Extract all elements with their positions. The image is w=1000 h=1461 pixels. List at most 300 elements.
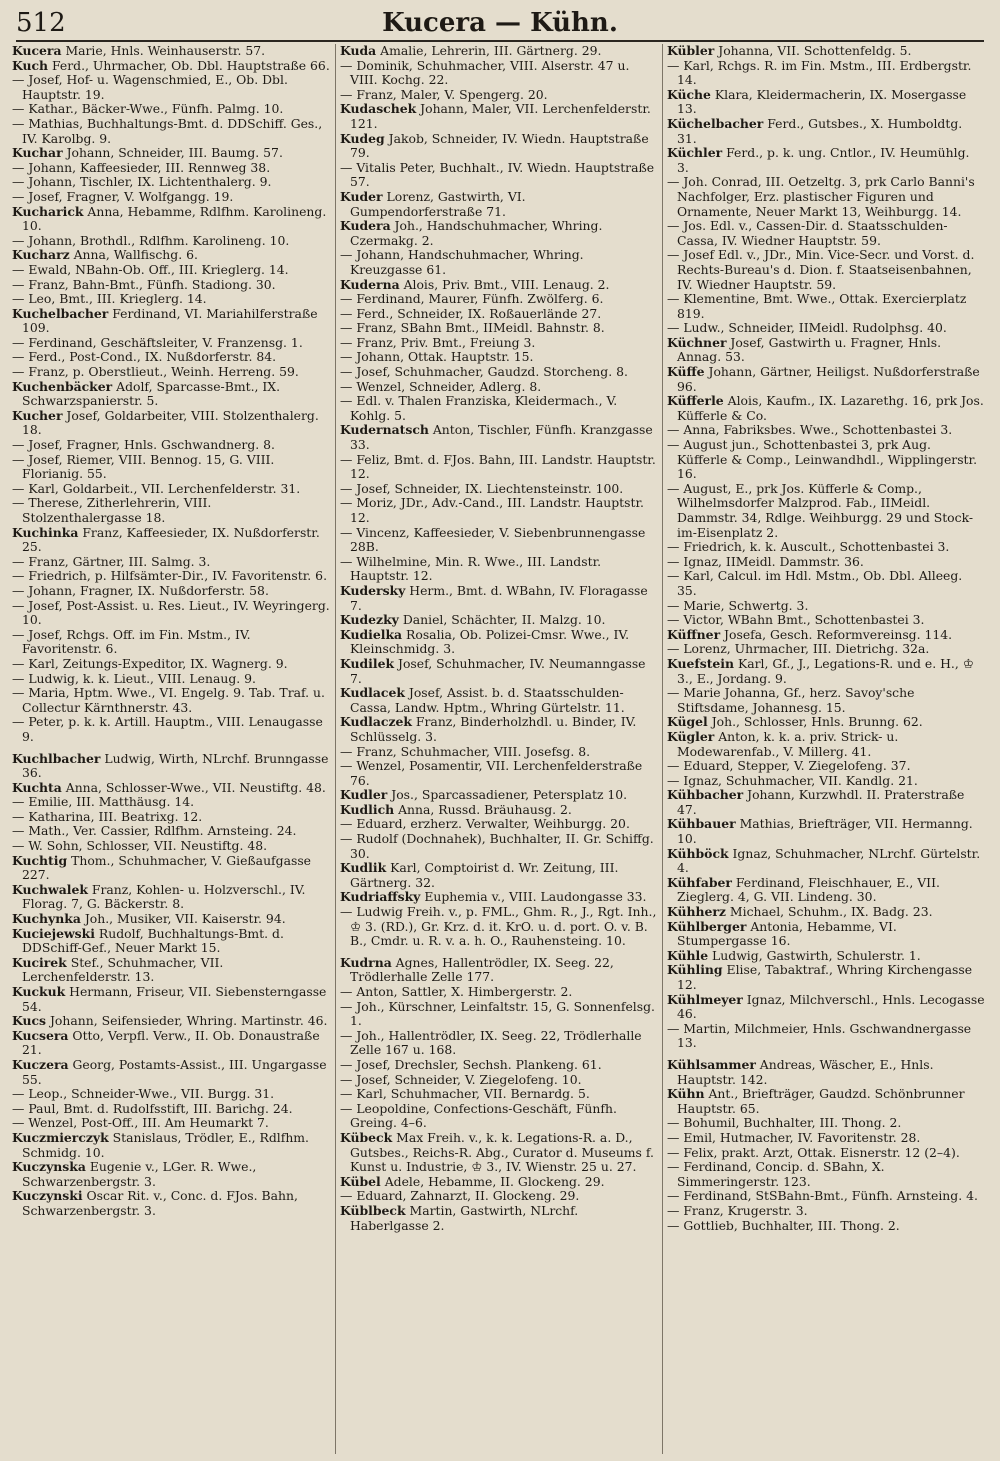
directory-entry xyxy=(667,759,985,774)
directory-entry xyxy=(12,854,331,883)
entry-surname: Kuderna xyxy=(340,276,400,292)
entry-surname: Kuczera xyxy=(12,1056,69,1072)
entry-details: Stanislaus, Trödler, E., Rdlfhm. Schmidg. 10. xyxy=(22,1129,309,1160)
directory-entry xyxy=(667,642,985,657)
directory-entry xyxy=(667,438,985,482)
entry-details: Franz, Kohlen- u. Holzverschl., IV. Florag. 7, G. Bäckerstr. 8. xyxy=(22,881,306,912)
directory-entry xyxy=(340,292,658,307)
directory-entry xyxy=(12,555,331,570)
directory-entry xyxy=(667,59,985,88)
running-title: Kucera — Kühn. xyxy=(382,8,618,38)
entry-details: — Ferdinand, Maurer, Fünfh. Zwölferg. 6. xyxy=(340,291,604,307)
directory-entry xyxy=(667,963,985,992)
entry-details: Anton, k. k. a. priv. Strick- u. Modewarenfab., V. Millerg. 41. xyxy=(677,728,899,759)
directory-entry xyxy=(667,219,985,248)
entry-details: — Joh., Hallentrödler, IX. Seeg. 22, Trödlerhalle Zelle 167 u. 168. xyxy=(340,1027,642,1058)
entry-details: Joh., Handschuhmacher, Whring. Czermakg. 2. xyxy=(350,218,603,248)
directory-entry xyxy=(667,1189,985,1204)
entry-surname: Küfferle xyxy=(667,393,724,409)
columns xyxy=(8,44,992,1454)
entry-details: — Franz, Priv. Bmt., Freiung 3. xyxy=(340,334,536,350)
directory-entry xyxy=(12,365,331,380)
directory-entry xyxy=(667,1204,985,1219)
entry-details: Stef., Schuhmacher, VII. Lerchenfelderstr. 13. xyxy=(22,954,224,985)
entry-details: — Anton, Sattler, X. Himbergerstr. 2. xyxy=(340,984,573,999)
directory-entry xyxy=(667,730,985,759)
directory-entry xyxy=(340,336,658,351)
directory-entry xyxy=(12,795,331,810)
entry-surname: Kucs xyxy=(12,1013,47,1029)
entry-details: — Ludwig Freih. v., p. FML., Ghm. R., J., Rgt. Inh., ♔ 3. (RD.), Gr. Krz. d. it. KrO. u. d. port. O. v. B. B., Cmdr. u. R. v. a. h. O., Rauhensteing. 10. xyxy=(340,904,657,949)
directory-entry xyxy=(340,219,658,248)
entry-details: Martin, Gastwirth, NLrchf. Haberlgasse 2. xyxy=(350,1202,579,1233)
directory-entry xyxy=(667,292,985,321)
entry-details: — Felix, prakt. Arzt, Ottak. Eisnerstr. 12 (2–4). xyxy=(667,1144,960,1160)
entry-details: Lorenz, Gastwirth, VI. Gumpendorferstraße 71. xyxy=(350,188,526,219)
entry-details: Euphemia v., VIII. Laudongasse 33. xyxy=(420,889,647,905)
entry-details: — Klementine, Bmt. Wwe., Ottak. Exercierplatz 819. xyxy=(667,291,967,321)
entry-details: Agnes, Hallentrödler, IX. Seeg. 22, Trödlerhalle Zelle 177. xyxy=(350,954,614,985)
directory-entry xyxy=(667,599,985,614)
entry-details: — Maria, Hptm. Wwe., VI. Engelg. 9. Tab. Traf. u. Collectur Kärnthnerstr. 43. xyxy=(12,685,325,715)
directory-entry xyxy=(667,613,985,628)
entry-details: — Ludwig, k. k. Lieut., VIII. Lenaug. 9. xyxy=(12,670,256,686)
entry-details: — Karl, Calcul. im Hdl. Mstm., Ob. Dbl. Alleeg. 35. xyxy=(667,568,963,598)
directory-entry xyxy=(340,1131,658,1175)
directory-entry xyxy=(340,394,658,423)
entry-details: — Johann, Tischler, IX. Lichtenthalerg. 9. xyxy=(12,174,272,190)
entry-details: Johanna, VII. Schottenfeldg. 5. xyxy=(714,44,912,58)
entry-surname: Kühlmeyer xyxy=(667,991,743,1007)
entry-details: Johann, Gärtner, Heiligst. Nußdorferstraße 96. xyxy=(677,364,980,394)
entry-surname: Kuckuk xyxy=(12,984,66,999)
entry-details: Johann, Kurzwhdl. II. Praterstraße 47. xyxy=(677,787,965,817)
entry-details: — Josef, Fragner, V. Wolfgangg. 19. xyxy=(12,188,234,204)
directory-entry xyxy=(12,824,331,839)
directory-entry xyxy=(667,1058,985,1087)
entry-surname: Küchelbacher xyxy=(667,115,764,131)
directory-entry xyxy=(340,161,658,190)
entry-details: — Ewald, NBahn-Ob. Off., III. Krieglerg. 14. xyxy=(12,261,289,277)
entry-details: — Edl. v. Thalen Franziska, Kleidermach., V. Kohlg. 5. xyxy=(340,393,618,423)
entry-surname: Kübel xyxy=(340,1173,381,1189)
entry-details: — Franz, SBahn Bmt., IIMeidl. Bahnstr. 8. xyxy=(340,320,605,336)
directory-entry xyxy=(12,336,331,351)
directory-entry xyxy=(340,861,658,890)
directory-entry xyxy=(340,1189,658,1204)
entry-surname: Kuefstein xyxy=(667,655,735,671)
entry-details: Ludwig, Gastwirth, Schulerstr. 1. xyxy=(708,947,921,963)
entry-surname: Kuchynka xyxy=(12,911,81,927)
directory-entry xyxy=(12,985,331,1014)
entry-surname: Kudilek xyxy=(340,655,395,671)
entry-details: — Vincenz, Kaffeesieder, V. Siebenbrunnengasse 28B. xyxy=(340,524,646,555)
directory-entry xyxy=(667,248,985,292)
entry-details: Anna, Russd. Bräuhausg. 2. xyxy=(394,801,572,817)
entry-surname: Küche xyxy=(667,86,711,102)
entry-surname: Küffner xyxy=(667,626,721,642)
directory-entry xyxy=(667,555,985,570)
entry-details: — Johann, Fragner, IX. Nußdorferstr. 58. xyxy=(12,582,269,598)
directory-entry xyxy=(12,44,331,59)
entry-details: Adolf, Sparcasse-Bmt., IX. Schwarzspanierstr. 5. xyxy=(22,378,281,409)
directory-entry xyxy=(340,985,658,1000)
entry-surname: Kucsera xyxy=(12,1027,69,1043)
entry-details: — Franz, Krugerstr. 3. xyxy=(667,1202,808,1218)
page-number: 512 xyxy=(16,8,66,38)
entry-details: Antonia, Hebamme, VI. Stumpergasse 16. xyxy=(677,918,897,949)
directory-entry xyxy=(667,1087,985,1116)
directory-entry xyxy=(340,555,658,584)
entry-surname: Kucharick xyxy=(12,203,84,219)
directory-entry xyxy=(667,321,985,336)
directory-entry xyxy=(12,883,331,912)
entry-details: Elise, Tabaktraf., Whring Kirchengasse 12. xyxy=(677,962,973,992)
directory-entry xyxy=(12,628,331,657)
entry-details: — Emil, Hutmacher, IV. Favoritenstr. 28. xyxy=(667,1129,921,1145)
entry-details: — Peter, p. k. k. Artill. Hauptm., VIII. Lenaugasse 9. xyxy=(12,714,323,744)
entry-details: — Karl, Rchgs. R. im Fin. Mstm., III. Erdbergstr. 14. xyxy=(667,57,972,88)
entry-details: Otto, Verpfl. Verw., II. Ob. Donaustraße 21. xyxy=(22,1027,320,1058)
entry-surname: Kucharz xyxy=(12,247,70,263)
entry-surname: Kühherz xyxy=(667,904,726,920)
entry-details: Andreas, Wäscher, E., Hnls. Hauptstr. 142. xyxy=(677,1056,934,1087)
directory-entry xyxy=(12,146,331,161)
entry-details: Ferd., Uhrmacher, Ob. Dbl. Hauptstraße 66. xyxy=(48,57,330,73)
directory-entry xyxy=(667,774,985,789)
entry-details: — Josef, Drechsler, Sechsh. Plankeng. 61. xyxy=(340,1056,602,1072)
directory-entry xyxy=(340,365,658,380)
entry-details: Ignaz, Schuhmacher, NLrchf. Gürtelstr. 4. xyxy=(677,845,981,876)
directory-entry xyxy=(340,1102,658,1131)
entry-details: — Franz, Schuhmacher, VIII. Josefsg. 8. xyxy=(340,743,591,759)
directory-entry xyxy=(12,175,331,190)
entry-details: Ant., Briefträger, Gaudzd. Schönbrunner Hauptstr. 65. xyxy=(677,1086,965,1116)
directory-entry xyxy=(667,817,985,846)
directory-entry xyxy=(12,482,331,497)
entry-surname: Kübler xyxy=(667,44,715,58)
entry-surname: Kudlacek xyxy=(340,685,405,701)
entry-details: — Paul, Bmt. d. Rudolfsstift, III. Barichg. 24. xyxy=(12,1100,293,1116)
directory-entry xyxy=(340,613,658,628)
directory-entry xyxy=(667,44,985,59)
entry-surname: Kühlberger xyxy=(667,918,747,934)
entry-details: Klara, Kleidermacherin, IX. Mosergasse 13. xyxy=(677,86,967,117)
directory-entry xyxy=(12,438,331,453)
entry-details: Herm., Bmt. d. WBahn, IV. Floragasse 7. xyxy=(350,582,648,613)
directory-entry xyxy=(340,350,658,365)
directory-entry xyxy=(12,1116,331,1131)
directory-entry xyxy=(12,380,331,409)
entry-details: Ferdinand, VI. Mariahilferstraße 109. xyxy=(22,305,318,336)
entry-surname: Kuczynski xyxy=(12,1188,83,1204)
entry-details: Josefa, Gesch. Reformvereinsg. 114. xyxy=(720,626,953,642)
entry-details: Karl, Comptoirist d. Wr. Zeitung, III. Gärtnerg. 32. xyxy=(350,860,619,890)
directory-entry xyxy=(667,847,985,876)
entry-details: Karl, Gf., J., Legations-R. und e. H., ♔ 3., E., Jordang. 9. xyxy=(677,655,974,686)
directory-entry xyxy=(667,569,985,598)
entry-details: Adele, Hebamme, II. Glockeng. 29. xyxy=(380,1173,605,1189)
directory-entry xyxy=(340,745,658,760)
entry-details: — Eduard, Stepper, V. Ziegelofeng. 37. xyxy=(667,758,911,774)
entry-surname: Küffe xyxy=(667,364,705,380)
entry-details: — Anna, Fabriksbes. Wwe., Schottenbastei 3. xyxy=(667,422,953,438)
entry-details: — Leop., Schneider-Wwe., VII. Burgg. 31. xyxy=(12,1086,275,1102)
entry-surname: Kügler xyxy=(667,728,715,744)
entry-surname: Kühböck xyxy=(667,845,729,861)
directory-entry xyxy=(340,584,658,613)
directory-entry xyxy=(12,1029,331,1058)
entry-surname: Kuchtig xyxy=(12,852,68,868)
directory-entry xyxy=(340,1073,658,1088)
entry-surname: Kuder xyxy=(340,188,383,204)
entry-details: Amalie, Lehrerin, III. Gärtnerg. 29. xyxy=(376,44,602,58)
entry-details: Hermann, Friseur, VII. Siebensterngasse 54. xyxy=(22,984,327,1014)
directory-entry xyxy=(340,88,658,103)
directory-entry xyxy=(667,1022,985,1051)
entry-surname: Kügel xyxy=(667,714,708,730)
entry-details: — Feliz, Bmt. d. FJos. Bahn, III. Landstr. Hauptstr. 12. xyxy=(340,451,656,482)
entry-details: Jos., Sparcassadiener, Petersplatz 10. xyxy=(387,787,628,803)
directory-entry xyxy=(667,146,985,175)
directory-entry xyxy=(12,1189,331,1218)
entry-details: — W. Sohn, Schlosser, VII. Neustiftg. 48. xyxy=(12,838,268,854)
entry-surname: Kühle xyxy=(667,947,709,963)
entry-surname: Kühfaber xyxy=(667,874,732,890)
entry-details: — Emilie, III. Matthäusg. 14. xyxy=(12,794,195,810)
directory-entry xyxy=(340,1058,658,1073)
entry-details: — Eduard, erzherz. Verwalter, Weihburgg. 20. xyxy=(340,816,630,832)
entry-details: — Leo, Bmt., III. Krieglerg. 14. xyxy=(12,291,207,307)
column-2 xyxy=(335,44,662,1454)
directory-entry xyxy=(12,752,331,781)
entry-details: Franz, Binderholzhdl. u. Binder, IV. Schlüsselg. 3. xyxy=(350,714,637,744)
entry-details: — Ferdinand, Geschäftsleiter, V. Franzensg. 1. xyxy=(12,334,303,350)
entry-details: Josef, Assist. b. d. Staatsschulden-Cassa, Landw. Hptm., Whring Gürtelstr. 11. xyxy=(350,685,625,715)
entry-details: Michael, Schuhm., IX. Badg. 23. xyxy=(725,904,933,920)
entry-details: — August, E., prk Jos. Küfferle & Comp., Wilhelmsdorfer Malzprod. Fab., IIMeidl. Dammstr. 34, Rdlge. Weihburgg. 29 und Stock-im-Eisenplatz 2. xyxy=(667,480,974,540)
directory-entry xyxy=(667,949,985,964)
entry-surname: Kuchinka xyxy=(12,524,79,540)
entry-details: — Martin, Milchmeier, Hnls. Gschwandnergasse 13. xyxy=(667,1020,972,1051)
entry-details: — Franz, Maler, V. Spengerg. 20. xyxy=(340,86,548,102)
entry-details: — Leopoldine, Confections-Geschäft, Fünfh. Greing. 4–6. xyxy=(340,1100,617,1131)
entry-surname: Kudeg xyxy=(340,130,385,146)
entry-surname: Kühn xyxy=(667,1086,705,1102)
entry-surname: Kühling xyxy=(667,962,723,978)
entry-details: — Wilhelmine, Min. R. Wwe., III. Landstr. Hauptstr. 12. xyxy=(340,553,602,584)
entry-surname: Kucera xyxy=(12,44,62,58)
directory-entry xyxy=(12,350,331,365)
entry-surname: Kühlsammer xyxy=(667,1056,756,1072)
entry-surname: Kucirek xyxy=(12,954,67,970)
directory-entry xyxy=(12,190,331,205)
directory-entry xyxy=(667,1219,985,1234)
directory-entry xyxy=(12,810,331,825)
directory-entry xyxy=(667,1146,985,1161)
directory-entry xyxy=(667,628,985,643)
entry-details: Ignaz, Milchverschl., Hnls. Lecogasse 46. xyxy=(677,991,985,1022)
entry-surname: Kühbacher xyxy=(667,787,744,803)
entry-details: — Bohumil, Buchhalter, III. Thong. 2. xyxy=(667,1115,902,1131)
directory-entry xyxy=(667,657,985,686)
directory-entry xyxy=(667,423,985,438)
entry-details: — Johann, Handschuhmacher, Whring. Kreuzgasse 61. xyxy=(340,247,584,277)
directory-entry xyxy=(340,321,658,336)
entry-surname: Kudlik xyxy=(340,860,387,876)
entry-surname: Kudlaczek xyxy=(340,714,412,730)
directory-entry xyxy=(12,453,331,482)
entry-details: Josef, Gastwirth u. Fragner, Hnls. Annag. 53. xyxy=(677,334,942,365)
directory-entry xyxy=(340,905,658,949)
directory-entry xyxy=(12,59,331,74)
entry-surname: Kudersky xyxy=(340,582,406,598)
entry-details: — Victor, WBahn Bmt., Schottenbastei 3. xyxy=(667,612,925,628)
entry-details: — Ludw., Schneider, IIMeidl. Rudolphsg. 40. xyxy=(667,320,947,336)
entry-details: Anna, Schlosser-Wwe., VII. Neustiftg. 48. xyxy=(61,779,326,795)
directory-entry xyxy=(12,496,331,525)
directory-entry xyxy=(12,263,331,278)
directory-entry xyxy=(12,1131,331,1160)
entry-details: — Wenzel, Schneider, Adlerg. 8. xyxy=(340,378,542,394)
directory-entry xyxy=(667,1116,985,1131)
directory-entry xyxy=(12,1087,331,1102)
directory-entry xyxy=(12,248,331,263)
entry-details: Rudolf, Buchhaltungs-Bmt. d. DDSchiff-Gef., Neuer Markt 15. xyxy=(22,925,284,956)
entry-details: — Ferdinand, Concip. d. SBahn, X. Simmeringerstr. 123. xyxy=(667,1159,885,1189)
entry-details: — Josef, Schneider, IX. Liechtensteinstr. 100. xyxy=(340,480,624,496)
directory-entry xyxy=(340,44,658,59)
entry-details: — Joh. Conrad, III. Oetzeltg. 3, prk Carlo Banni's Nachfolger, Erz. plastischer Figuren und Ornamente, Neuer Markt 13, Weihburgg. 14. xyxy=(667,174,975,219)
entry-details: Max Freih. v., k. k. Legations-R. a. D., Gutsbes., Reichs-R. Abg., Curator d. Museums f. Kunst u. Industrie, ♔ 3., IV. Wienstr. 25 u. 27. xyxy=(350,1129,654,1175)
entry-details: Oscar Rit. v., Conc. d. FJos. Bahn, Schwarzenbergstr. 3. xyxy=(22,1188,298,1218)
entry-details: — Ferdinand, StSBahn-Bmt., Fünfh. Arnsteing. 4. xyxy=(667,1188,978,1204)
entry-surname: Kuchar xyxy=(12,145,63,161)
directory-entry xyxy=(667,394,985,423)
entry-details: — Josef, Schneider, V. Ziegelofeng. 10. xyxy=(340,1071,582,1087)
entry-surname: Küchner xyxy=(667,334,727,350)
directory-entry xyxy=(340,248,658,277)
entry-surname: Kuczynska xyxy=(12,1159,86,1175)
entry-surname: Kuchlbacher xyxy=(12,750,101,766)
directory-entry xyxy=(340,817,658,832)
directory-entry xyxy=(340,686,658,715)
directory-entry xyxy=(12,569,331,584)
entry-details: — Karl, Schuhmacher, VII. Bernardg. 5. xyxy=(340,1086,590,1102)
directory-entry xyxy=(340,380,658,395)
directory-entry xyxy=(340,190,658,219)
page-header xyxy=(8,0,992,44)
directory-entry xyxy=(340,715,658,744)
directory-entry xyxy=(12,1058,331,1087)
directory-entry xyxy=(667,920,985,949)
entry-details: Johann, Schneider, III. Baumg. 57. xyxy=(62,145,283,161)
entry-details: Jakob, Schneider, IV. Wiedn. Hauptstraße 79. xyxy=(350,130,649,161)
directory-entry xyxy=(340,278,658,293)
entry-surname: Kuchta xyxy=(12,779,62,795)
entry-details: — Josef, Riemer, VIII. Bennog. 15, G. VIII. Florianig. 55. xyxy=(12,451,275,482)
directory-entry xyxy=(340,1087,658,1102)
directory-entry xyxy=(667,1131,985,1146)
directory-entry xyxy=(667,1160,985,1189)
entry-details: Thom., Schuhmacher, V. Gießaufgasse 227. xyxy=(22,852,312,883)
entry-details: — Lorenz, Uhrmacher, III. Dietrichg. 32a. xyxy=(667,641,930,657)
entry-surname: Kudera xyxy=(340,218,391,234)
entry-details: Anna, Hebamme, Rdlfhm. Karolineng. 10. xyxy=(22,203,327,234)
entry-details: Ferd., p. k. ung. Cntlor., IV. Heumühlg. 3. xyxy=(677,145,970,175)
entry-details: — Wenzel, Posamentir, VII. Lerchenfelderstraße 76. xyxy=(340,758,643,788)
entry-details: — Marie Johanna, Gf., herz. Savoy'sche Stiftsdame, Johannesg. 15. xyxy=(667,685,915,715)
directory-entry xyxy=(12,205,331,234)
directory-entry xyxy=(340,788,658,803)
entry-details: — Eduard, Zahnarzt, II. Glockeng. 29. xyxy=(340,1188,580,1204)
entry-details: — Josef, Post-Assist. u. Res. Lieut., IV. Weyringerg. 10. xyxy=(12,597,330,628)
entry-details: Rosalia, Ob. Polizei-Cmsr. Wwe., IV. Kleinschmidg. 3. xyxy=(350,626,630,657)
directory-entry xyxy=(340,1029,658,1058)
entry-details: — Josef Edl. v., JDr., Min. Vice-Secr. und Vorst. d. Rechts-Bureau's d. Dion. f. Staatseisenbahnen, IV. Wiedner Hauptstr. 59. xyxy=(667,247,975,292)
entry-surname: Kuczmierczyk xyxy=(12,1129,109,1145)
column-1 xyxy=(8,44,335,1454)
entry-details: — Josef, Fragner, Hnls. Gschwandnerg. 8. xyxy=(12,437,275,453)
column-3 xyxy=(662,44,989,1454)
entry-details: — Rudolf (Dochnahek), Buchhalter, II. Gr. Schiffg. 30. xyxy=(340,831,654,861)
directory-entry xyxy=(12,657,331,672)
entry-surname: Kuciejewski xyxy=(12,925,95,941)
directory-entry xyxy=(12,584,331,599)
directory-entry xyxy=(12,409,331,438)
directory-entry xyxy=(12,161,331,176)
entry-details: — Moriz, JDr., Adv.-Cand., III. Landstr. Hauptstr. 12. xyxy=(340,495,644,525)
entry-details: — Franz, Gärtner, III. Salmg. 3. xyxy=(12,553,211,569)
directory-entry xyxy=(340,1175,658,1190)
directory-entry xyxy=(667,876,985,905)
directory-entry xyxy=(12,599,331,628)
entry-details: — Vitalis Peter, Buchhalt., IV. Wiedn. Hauptstraße 57. xyxy=(340,159,655,190)
entry-details: — Ferd., Post-Cond., IX. Nußdorferstr. 84. xyxy=(12,349,277,365)
entry-details: — Johann, Kaffeesieder, III. Rennweg 38. xyxy=(12,159,271,175)
entry-details: Marie, Hnls. Weinhauserstr. 57. xyxy=(61,44,266,58)
directory-entry xyxy=(667,482,985,540)
directory-entry xyxy=(340,307,658,322)
entry-details: Josef, Goldarbeiter, VIII. Stolzenthalerg. 18. xyxy=(22,407,319,438)
entry-details: — August jun., Schottenbastei 3, prk Aug. Küfferle & Comp., Leinwandhdl., Wipplingerstr. 16. xyxy=(667,437,978,482)
directory-entry xyxy=(340,657,658,686)
directory-entry xyxy=(667,336,985,365)
entry-details: — Kathar., Bäcker-Wwe., Fünfh. Palmg. 10. xyxy=(12,101,284,117)
directory-entry xyxy=(340,832,658,861)
entry-details: Johann, Maler, VII. Lerchenfelderstr. 121. xyxy=(350,101,651,131)
entry-details: Anton, Tischler, Fünfh. Kranzgasse 33. xyxy=(350,422,653,453)
entry-details: — Dominik, Schuhmacher, VIII. Alserstr. 47 u. VIII. Kochg. 22. xyxy=(340,57,630,88)
entry-details: — Josef, Hof- u. Wagenschmied, E., Ob. Dbl. Hauptstr. 19. xyxy=(12,72,288,102)
entry-details: Joh., Musiker, VII. Kaiserstr. 94. xyxy=(80,911,286,927)
directory-entry xyxy=(340,890,658,905)
entry-details: — Friedrich, p. Hilfsämter-Dir., IV. Favoritenstr. 6. xyxy=(12,568,328,584)
entry-details: — Math., Ver. Cassier, Rdlfhm. Arnsteing. 24. xyxy=(12,823,297,839)
entry-surname: Kuchenbäcker xyxy=(12,378,113,394)
entry-surname: Kudernatsch xyxy=(340,422,429,438)
directory-entry xyxy=(667,540,985,555)
entry-surname: Küchler xyxy=(667,145,723,161)
entry-details: — Franz, p. Oberstlieut., Weinh. Herreng. 59. xyxy=(12,364,299,380)
entry-details: Anna, Wallfischg. 6. xyxy=(69,247,198,263)
directory-entry xyxy=(667,715,985,730)
directory-entry xyxy=(340,759,658,788)
directory-entry xyxy=(667,686,985,715)
entry-surname: Kuchelbacher xyxy=(12,305,109,321)
entry-details: Eugenie v., LGer. R. Wwe., Schwarzenbergstr. 3. xyxy=(22,1159,257,1189)
entry-details: Ferd., Gutsbes., X. Humboldtg. 31. xyxy=(677,115,963,146)
